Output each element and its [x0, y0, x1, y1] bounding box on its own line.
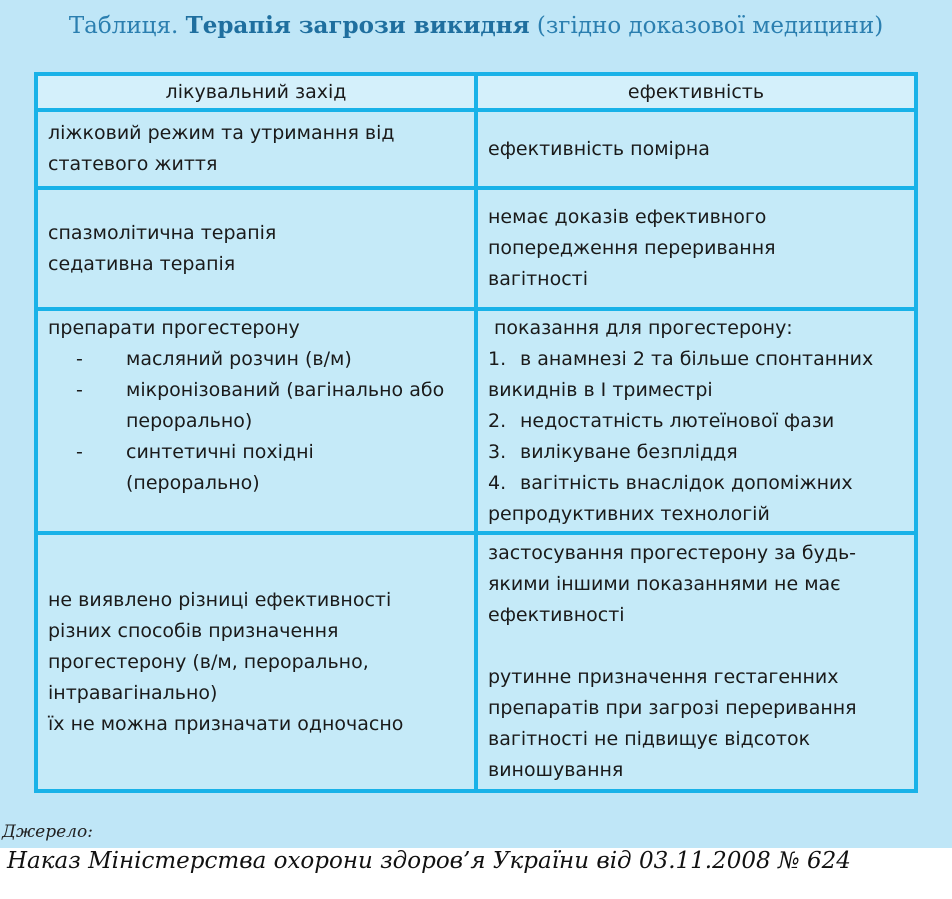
cell-effectiveness	[476, 110, 916, 188]
cell-effectiveness	[476, 188, 916, 309]
cell-line: інтравагінально)	[48, 681, 218, 704]
cell-line: немає доказів ефективного	[488, 206, 767, 228]
item-number: 2.	[488, 410, 507, 432]
title-prefix: Таблиця.	[68, 13, 179, 39]
cell-effectiveness	[476, 533, 916, 791]
cell-line: седативна терапія	[48, 252, 236, 275]
list-item	[48, 375, 464, 437]
cell-line: спазмолітична терапія	[48, 221, 277, 244]
cell-line: ліжковий режим та утримання від	[48, 122, 395, 144]
cell-line: вагітності не підвищує відсоток	[488, 728, 811, 750]
title-bold: Терапія загрози викидня	[185, 12, 530, 39]
cell-line: препаратів при загрозі переривання	[488, 697, 857, 719]
cell-measure	[36, 533, 476, 791]
cell-line: не виявлено різниці ефективності	[48, 588, 392, 611]
table-row	[36, 533, 916, 791]
list-title: препарати прогестерону	[48, 317, 300, 339]
cell-line: виношування	[488, 759, 624, 781]
table-header-row	[36, 74, 916, 110]
cell-line: ефективності	[488, 604, 625, 626]
cell-line: ефективність помірна	[488, 137, 710, 160]
item-text-continued: репродуктивних технологій	[488, 503, 770, 525]
numbered-item	[488, 437, 904, 468]
numbered-item	[488, 468, 904, 499]
item-text: в анамнезі 2 та більше спонтанних	[520, 348, 874, 370]
paragraph-gap	[488, 631, 904, 662]
list-item-text: синтетичні похідні	[126, 441, 314, 463]
list-item	[48, 344, 464, 375]
cell-line: їх не можна призначати одночасно	[48, 712, 404, 735]
table-row	[36, 309, 916, 533]
cell-line: якими іншими показаннями не має	[488, 573, 841, 595]
cell-line: прогестерону (в/м, перорально,	[48, 650, 369, 673]
item-text: вилікуване безпліддя	[520, 441, 738, 463]
numbered-item	[488, 344, 904, 375]
dash-marker: -	[76, 348, 83, 370]
cell-line: різних способів призначення	[48, 619, 339, 642]
dash-marker: -	[76, 379, 83, 401]
cell-line: рутинне призначення гестагенних	[488, 666, 839, 688]
list-item-text: масляний розчин (в/м)	[126, 348, 352, 370]
item-number: 1.	[488, 348, 507, 370]
dash-marker: -	[76, 441, 83, 463]
therapy-table	[34, 72, 918, 793]
title-suffix: (згідно доказової медицини)	[536, 13, 884, 39]
list-item	[48, 437, 464, 499]
header-effectiveness: ефективність	[476, 74, 916, 110]
list-item-text: перорально)	[126, 410, 253, 432]
table-row	[36, 188, 916, 309]
page-title	[0, 12, 952, 39]
list-item-text: (перорально)	[126, 472, 260, 494]
cell-line: вагітності	[488, 268, 589, 290]
item-number: 4.	[488, 472, 507, 494]
table-row	[36, 110, 916, 188]
item-number: 3.	[488, 441, 507, 463]
cell-measure	[36, 110, 476, 188]
cell-line: застосування прогестерону за будь-	[488, 542, 857, 564]
list-item-text: мікронізований (вагінально або	[126, 379, 445, 401]
list-title: показання для прогестерону:	[494, 317, 793, 339]
source-label: Джерело:	[2, 822, 93, 842]
cell-line: попередження переривання	[488, 237, 776, 259]
numbered-item	[488, 406, 904, 437]
cell-effectiveness	[476, 309, 916, 533]
item-text: вагітність внаслідок допоміжних	[520, 472, 853, 494]
cell-measure	[36, 309, 476, 533]
cell-line: статевого життя	[48, 153, 218, 175]
header-measure: лікувальний захід	[36, 74, 476, 110]
item-text: недостатність лютеїнової фази	[520, 410, 835, 432]
cell-measure	[36, 188, 476, 309]
item-text-continued: викиднів в I триместрі	[488, 379, 713, 401]
source-citation: Наказ Міністерства охорони здоров’я України від 03.11.2008 № 624	[7, 848, 851, 874]
